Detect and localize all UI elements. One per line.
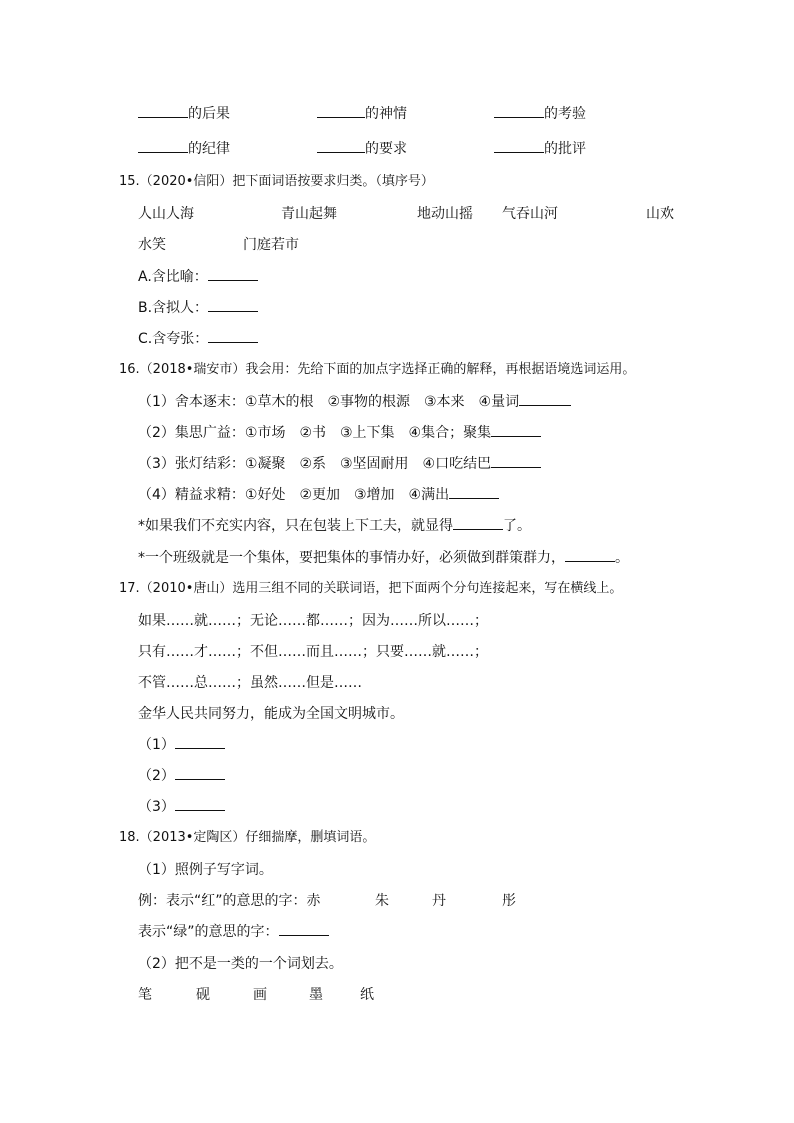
q15-option-b: B.含拟人： — [138, 299, 258, 317]
q16-item-4: （4）精益求精：①好处 ②更加 ③增加 ④满出 — [138, 486, 499, 504]
q15-word-5: 山欢 — [646, 206, 674, 222]
answer-blank[interactable] — [494, 105, 544, 118]
q15-option-a: A.含比喻： — [138, 268, 258, 286]
answer-blank[interactable] — [279, 923, 329, 936]
q18-example-char-1: 朱 — [375, 893, 389, 909]
q16-sentence-1: *如果我们不充实内容，只在包装上下工夫，就显得 了。 — [138, 518, 531, 534]
answer-blank[interactable] — [175, 798, 225, 811]
answer-blank[interactable] — [565, 549, 615, 562]
fill-row-1-col-3: 的考验 — [494, 105, 586, 123]
q18-example-char-3: 彤 — [502, 893, 516, 909]
answer-blank[interactable] — [138, 105, 188, 118]
q15-word-1: 人山人海 — [138, 206, 194, 222]
answer-blank[interactable] — [208, 299, 258, 312]
answer-blank[interactable] — [494, 140, 544, 153]
q15-word-6: 水笑 — [138, 237, 166, 253]
q18-word-5[interactable]: 纸 — [360, 987, 374, 1003]
q15-option-c: C.含夸张： — [138, 330, 258, 348]
q17-answer-3: （3） — [138, 798, 225, 816]
q17-connector-line-1: 如果……就……；无论……都……；因为……所以……； — [138, 613, 488, 629]
answer-blank[interactable] — [317, 105, 365, 118]
answer-blank[interactable] — [317, 140, 365, 153]
q18-green-prompt: 表示“绿”的意思的字： — [138, 923, 329, 941]
q15-word-7: 门庭若市 — [243, 237, 299, 253]
q15-word-2: 青山起舞 — [281, 206, 337, 222]
answer-blank[interactable] — [491, 455, 541, 468]
q18-sub-1: （1）照例子写字词。 — [138, 862, 273, 878]
q16-item-2: （2）集思广益：①市场 ②书 ③上下集 ④集合；聚集 — [138, 424, 541, 442]
q18-word-3[interactable]: 画 — [253, 987, 267, 1003]
q18-word-4[interactable]: 墨 — [309, 987, 323, 1003]
q17-answer-1: （1） — [138, 736, 225, 754]
q18-word-1[interactable]: 笔 — [138, 987, 152, 1003]
answer-blank[interactable] — [491, 424, 541, 437]
q15-word-4: 气吞山河 — [502, 206, 558, 222]
fill-row-2-col-2: 的要求 — [317, 140, 407, 158]
question-16-header: 16.（2018•瑞安市）我会用：先给下面的加点字选择正确的解释，再根据语境选词运用。 — [119, 362, 636, 377]
q18-word-2[interactable]: 砚 — [196, 987, 210, 1003]
answer-blank[interactable] — [175, 736, 225, 749]
fill-row-1-col-1: 的后果 — [138, 105, 230, 123]
fill-row-2-col-3: 的批评 — [494, 140, 586, 158]
answer-blank[interactable] — [138, 140, 188, 153]
answer-blank[interactable] — [208, 330, 258, 343]
q16-sentence-2: *一个班级就是一个集体，要把集体的事情办好，必须做到群策群力， 。 — [138, 550, 629, 566]
question-15-header: 15.（2020•信阳）把下面词语按要求归类。（填序号） — [119, 174, 434, 189]
q17-connector-line-2: 只有……才……；不但……而且……；只要……就……； — [138, 644, 488, 660]
q18-example-char-2: 丹 — [432, 893, 446, 909]
q18-sub-2: （2）把不是一类的一个词划去。 — [138, 956, 343, 972]
answer-blank[interactable] — [519, 393, 571, 406]
q15-word-3: 地动山摇 — [417, 206, 473, 222]
q17-answer-2: （2） — [138, 767, 225, 785]
q17-sentence: 金华人民共同努力，能成为全国文明城市。 — [138, 706, 404, 722]
q16-item-3: （3）张灯结彩：①凝聚 ②系 ③坚固耐用 ④口吃结巴 — [138, 455, 541, 473]
answer-blank[interactable] — [453, 517, 503, 530]
q18-example-prefix: 例：表示“红”的意思的字：赤 — [138, 893, 321, 909]
q16-item-1: （1）舍本逐末：①草木的根 ②事物的根源 ③本来 ④量词 — [138, 393, 571, 411]
q17-connector-line-3: 不管……总……；虽然……但是…… — [138, 675, 362, 691]
question-18-header: 18.（2013•定陶区）仔细揣摩，删填词语。 — [119, 830, 376, 845]
answer-blank[interactable] — [208, 268, 258, 281]
answer-blank[interactable] — [449, 486, 499, 499]
question-17-header: 17.（2010•唐山）选用三组不同的关联词语，把下面两个分句连接起来，写在横线上。 — [119, 581, 623, 596]
fill-row-2-col-1: 的纪律 — [138, 140, 230, 158]
fill-row-1-col-2: 的神情 — [317, 105, 407, 123]
answer-blank[interactable] — [175, 767, 225, 780]
